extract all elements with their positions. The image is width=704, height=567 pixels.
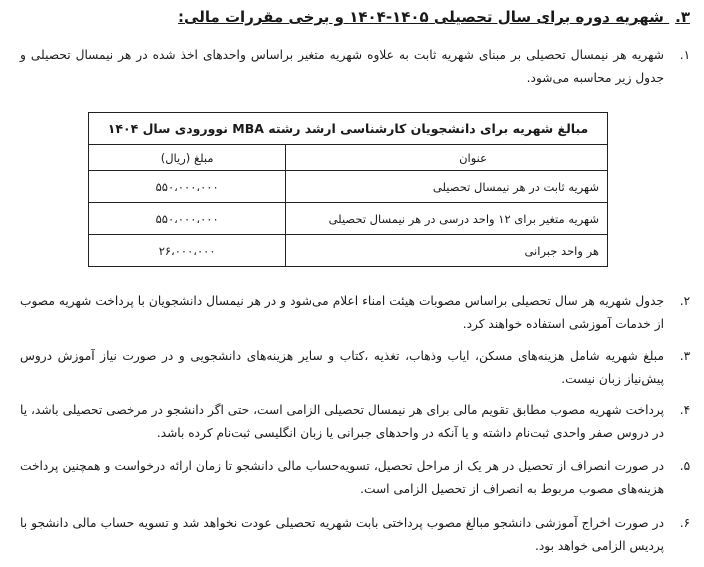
fee-table-caption: مبالغ شهریه برای دانشجویان کارشناسی ارشد رشته MBA نوورودی سال ۱۴۰۴ — [89, 113, 608, 145]
paragraph-4 — [20, 399, 694, 445]
paragraph-3 — [20, 345, 694, 391]
paragraph-text: پرداخت شهریه مصوب مطابق تقویم مالی برای هر نیمسال تحصیلی الزامی است، حتی اگر دانشجو در مرخصی تحصیلی باشد، یا در دروس صفر واحدی ثبت‌نام داشته و یا آنکه در واحدهای جبرانی یا زبان انگلیسی ثبت‌نام کرده باشد. — [20, 403, 664, 440]
table-row — [89, 203, 608, 235]
row-amount-cell: ۲۶،۰۰۰،۰۰۰ — [89, 235, 286, 267]
paragraph-text: در صورت انصراف از تحصیل در هر یک از مراحل تحصیل، تسویه‌حساب مالی دانشجو تا زمان ارائه درخواست و همچنین پرداخت هزینه‌های مصوب مربوط به انصراف از تحصیل الزامی است. — [20, 459, 664, 496]
fee-table — [88, 112, 608, 267]
row-title-cell: شهریه متغیر برای ۱۲ واحد درسی در هر نیمسال تحصیلی — [286, 203, 608, 235]
paragraph-number: ۱. — [679, 48, 691, 62]
section-number: ۳. — [675, 8, 690, 26]
table-row — [89, 235, 608, 267]
table-row — [89, 171, 608, 203]
paragraph-number: ۳. — [679, 349, 691, 363]
paragraph-1 — [20, 44, 694, 90]
header-amount-cell: مبلغ (ریال) — [89, 145, 286, 171]
paragraph-number: ۲. — [679, 294, 691, 308]
paragraph-text: مبلغ شهریه شامل هزینه‌های مسکن، ایاب وذهاب، تغذیه ،کتاب و سایر هزینه‌های دانشجویی و در صورت نیاز آموزش دروس پیش‌نیاز زبان نیست. — [20, 349, 664, 386]
paragraph-5 — [20, 455, 694, 501]
section-heading — [14, 8, 690, 26]
row-title-cell: هر واحد جبرانی — [286, 235, 608, 267]
paragraph-number: ۵. — [679, 459, 691, 473]
row-amount-cell: ۵۵۰،۰۰۰،۰۰۰ — [89, 203, 286, 235]
paragraph-text: در صورت اخراج آموزشی دانشجو مبالغ مصوب پرداختی بابت شهریه تحصیلی عودت نخواهد شد و تسویه حساب مالی دانشجو با پردیس الزامی خواهد بود. — [20, 516, 664, 553]
paragraph-6 — [20, 512, 694, 558]
paragraph-2 — [20, 290, 694, 336]
row-title-cell: شهریه ثابت در هر نیمسال تحصیلی — [286, 171, 608, 203]
row-amount-cell: ۵۵۰،۰۰۰،۰۰۰ — [89, 171, 286, 203]
fee-table-header-row — [89, 145, 608, 171]
paragraph-text: جدول شهریه هر سال تحصیلی براساس مصوبات هیئت امناء اعلام می‌شود و در هر نیمسال دانشجویان با پرداخت شهریه مصوب از خدمات آموزشی استفاده خواهند کرد. — [20, 294, 664, 331]
paragraph-number: ۴. — [679, 403, 691, 417]
paragraph-number: ۶. — [679, 516, 691, 530]
header-title-cell: عنوان — [286, 145, 608, 171]
section-title: شهریه دوره برای سال تحصیلی ۱۴۰۵-۱۴۰۴ و برخی مقررات مالی: — [178, 8, 664, 26]
paragraph-text: شهریه هر نیمسال تحصیلی بر مبنای شهریه ثابت به علاوه شهریه متغیر براساس واحدهای اخذ شده در هر نیمسال تحصیلی و جدول زیر محاسبه می‌شود. — [20, 48, 664, 85]
